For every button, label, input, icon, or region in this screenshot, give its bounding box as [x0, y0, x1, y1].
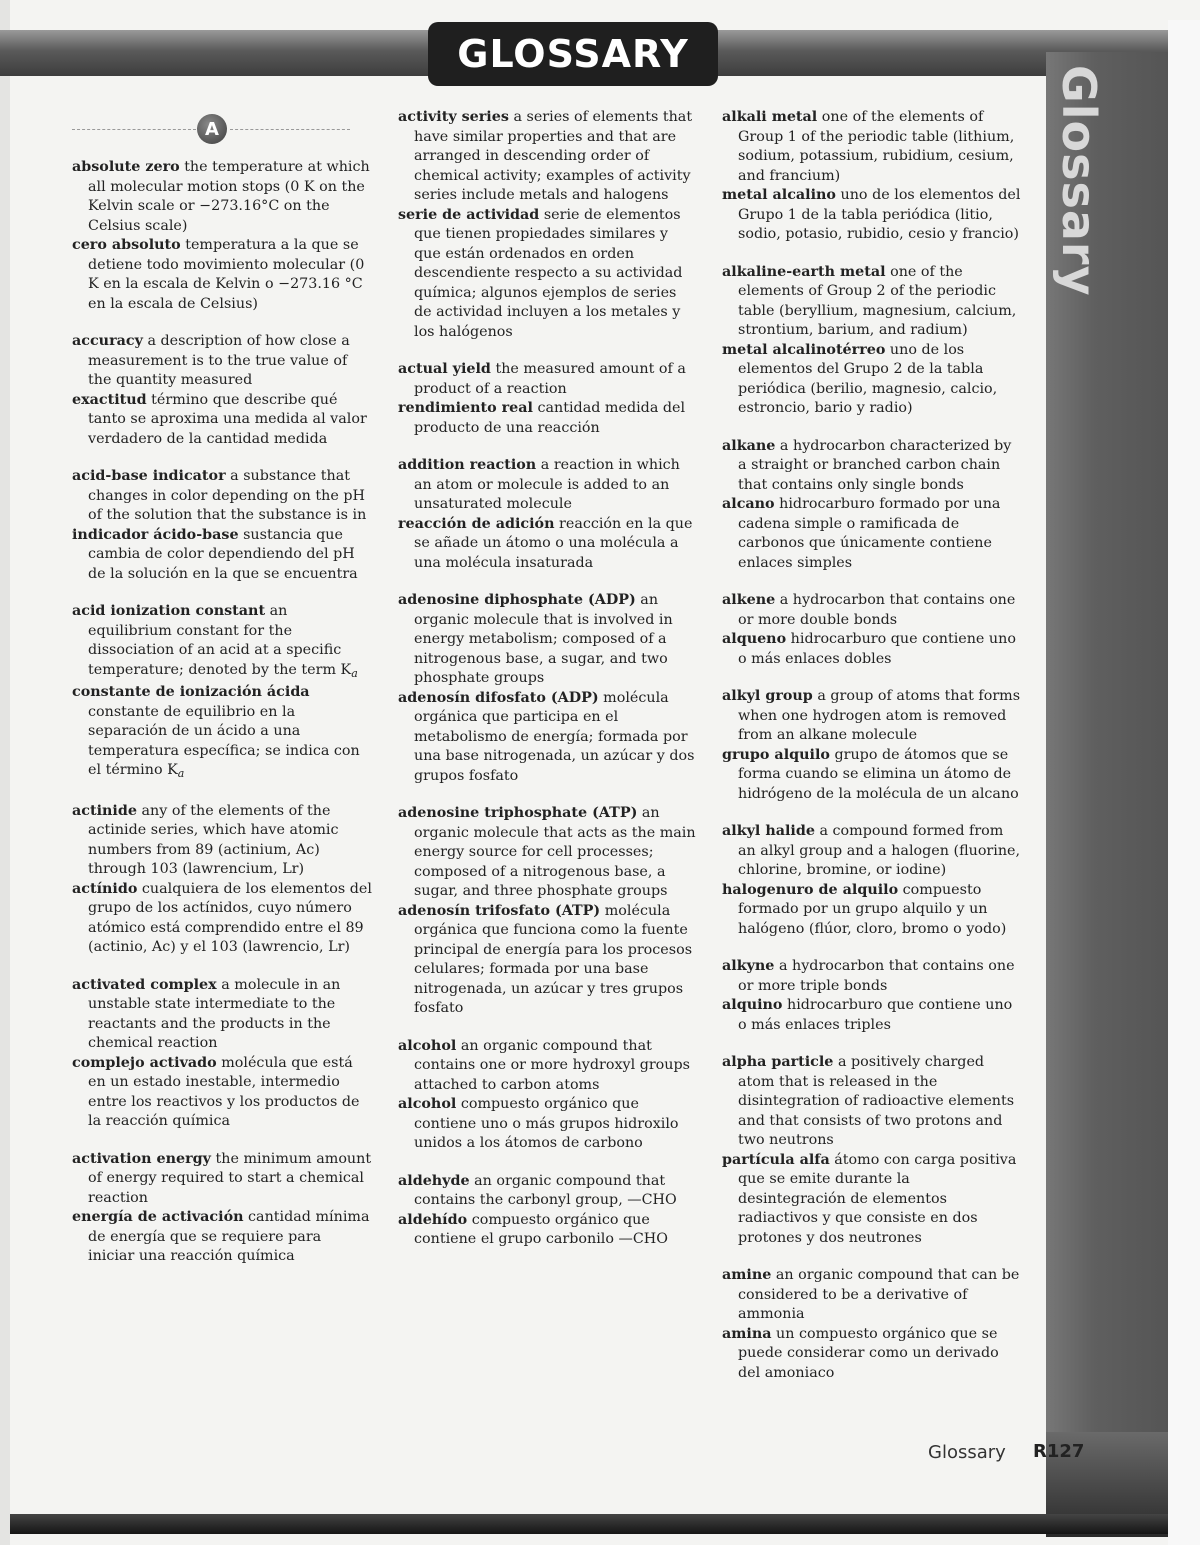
spanish-definition: compuesto formado por un grupo alquilo y un halógeno (flúor, cloro, bromo o yodo): [738, 881, 1007, 937]
entry-definition: an organic compound that contains one or more hydroxyl groups attached to carbon atoms: [414, 1037, 690, 1093]
english-definition-line: [722, 1266, 1022, 1325]
entry-definition: a positively charged atom that is released in the disintegration of radioactive elements and that consists of two protons and two neutrons: [738, 1054, 1015, 1148]
section-letter-badge: A: [197, 114, 227, 144]
spanish-term: amina: [722, 1325, 772, 1342]
entry-term: alkene: [722, 592, 776, 608]
spanish-term: actínido: [72, 880, 138, 897]
english-definition-line: [398, 360, 698, 399]
glossary-entry: [398, 1037, 698, 1154]
spanish-definition: serie de elementos que tienen propiedades similares y que están ordenados en orden descendiente respecto a su actividad química; algunos ejemplos de series de actividad incluyen a los metales y los halógenos: [414, 206, 683, 340]
spanish-definition: grupo de átomos que se forma cuando se elimina un átomo de hidrógeno de la molécula de un alcano: [738, 746, 1019, 802]
section-divider: [72, 114, 352, 144]
glossary-entry: [398, 108, 698, 342]
spanish-term: grupo alquilo: [722, 746, 830, 763]
entry-definition: a description of how close a measurement is to the true value of the quantity measured: [88, 333, 350, 388]
spanish-definition: compuesto orgánico que contiene uno o más grupos hidroxilo unidos a los átomos de carbono: [414, 1096, 679, 1151]
footer-bar: [10, 1514, 1168, 1534]
entry-definition: a substance that changes in color depending on the pH of the solution that the substance is in: [88, 468, 367, 523]
entry-definition: the measured amount of a product of a reaction: [414, 361, 686, 397]
spanish-definition: hidrocarburo formado por una cadena simple o ramificada de carbonos que únicamente contiene enlaces simples: [738, 496, 1001, 571]
glossary-entry: [722, 108, 1022, 245]
spanish-definition: sustancia que cambia de color dependiendo del pH de la solución en la que se encuentra: [88, 526, 358, 582]
spanish-definition: hidrocarburo que contiene uno o más enlaces triples: [738, 997, 1013, 1033]
english-definition-line: [398, 108, 698, 206]
english-definition-line: [722, 687, 1022, 746]
spanish-definition-line: [722, 1151, 1022, 1249]
spanish-definition-line: [72, 236, 372, 314]
spanish-definition-line: [72, 683, 372, 784]
glossary-column-2: [398, 108, 698, 1268]
glossary-entry: [722, 591, 1022, 669]
spanish-definition-line: [72, 880, 372, 958]
entry-term: accuracy: [72, 333, 143, 349]
spanish-term: aldehído: [398, 1211, 468, 1228]
english-definition-line: [722, 437, 1022, 496]
spanish-definition: átomo con carga positiva que se emite durante la desintegración de elementos radiactivos y que consiste en dos protones y dos neutrones: [738, 1151, 1017, 1246]
english-definition-line: [72, 158, 372, 236]
english-definition-line: [72, 976, 372, 1054]
entry-term: alpha particle: [722, 1054, 834, 1070]
glossary-entry: [72, 158, 372, 314]
english-definition-line: [72, 332, 372, 391]
spanish-definition-line: [722, 186, 1022, 245]
spanish-definition-line: [722, 630, 1022, 669]
english-definition-line: [398, 804, 698, 902]
spanish-term: alcohol: [398, 1096, 457, 1112]
entry-definition: any of the elements of the actinide series, which have atomic numbers from 89 (actinium, Ac) through 103 (lawrencium, Lr): [88, 802, 339, 877]
glossary-entry: [72, 467, 372, 584]
entry-term: acid-base indicator: [72, 468, 226, 484]
glossary-column-1: [72, 158, 372, 1285]
glossary-entry: [398, 1172, 698, 1250]
entry-definition: one of the elements of Group 1 of the periodic table (lithium, sodium, potassium, rubidium, cesium, and francium): [738, 109, 1015, 184]
entry-definition: a reaction in which an atom or molecule is added to an unsaturated molecule: [414, 457, 680, 512]
spanish-term: energía de activación: [72, 1209, 244, 1225]
spanish-term: rendimiento real: [398, 400, 533, 416]
entry-term: adenosine triphosphate (ATP): [398, 805, 638, 821]
spanish-definition-line: [722, 495, 1022, 573]
entry-term: alkaline-earth metal: [722, 263, 886, 280]
entry-term: actual yield: [398, 361, 491, 377]
english-definition-line: [722, 591, 1022, 630]
glossary-entry: [722, 263, 1022, 419]
english-definition-line: [398, 1172, 698, 1211]
title-tab: [428, 22, 718, 86]
spanish-definition: reacción en la que se añade un átomo o una molécula a una molécula insaturada: [414, 515, 693, 571]
spanish-term: alqueno: [722, 631, 787, 647]
english-definition-line: [722, 108, 1022, 186]
spanish-definition-line: [398, 399, 698, 438]
glossary-entry: [722, 822, 1022, 939]
spanish-definition-line: [398, 689, 698, 787]
spanish-term: exactitud: [72, 391, 147, 408]
page-margin: [1168, 20, 1200, 1545]
spanish-definition-line: [722, 881, 1022, 940]
glossary-entry: [72, 802, 372, 958]
entry-definition: one of the elements of Group 2 of the periodic table (beryllium, magnesium, calcium, strontium, barium, and radium): [738, 263, 1017, 338]
english-definition-line: [72, 802, 372, 880]
scan-edge: [0, 0, 10, 1545]
english-definition-line: [722, 263, 1022, 341]
spanish-term: constante de ionización ácida: [72, 684, 310, 700]
glossary-entry: [722, 957, 1022, 1035]
spanish-term: alcano: [722, 496, 775, 512]
english-definition-line: [722, 957, 1022, 996]
spanish-definition: molécula orgánica que funciona como la fuente principal de energía para los procesos celulares; formada por una base nitrogenada, un azúcar y tres grupos fosfato: [414, 902, 693, 1016]
glossary-entry: [398, 591, 698, 786]
spanish-term: partícula alfa: [722, 1151, 830, 1168]
entry-term: activation energy: [72, 1150, 211, 1167]
english-definition-line: [398, 591, 698, 689]
spanish-definition-line: [72, 1054, 372, 1132]
entry-term: aldehyde: [398, 1172, 470, 1189]
spanish-definition-line: [398, 515, 698, 574]
glossary-entry: [722, 1266, 1022, 1383]
glossary-entry: [72, 1150, 372, 1267]
entry-definition: a molecule in an unstable state intermediate to the reactants and the products in the chemical reaction: [88, 976, 341, 1051]
spanish-definition: molécula orgánica que participa en el metabolismo de energía; formada por una base nitrogenada, un azúcar y dos grupos fosfato: [414, 689, 695, 784]
glossary-entry: [72, 332, 372, 449]
spanish-term: indicador ácido-base: [72, 526, 239, 543]
spanish-term: metal alcalino: [722, 187, 836, 203]
subscript: a: [177, 767, 185, 780]
entry-definition: the minimum amount of energy required to start a chemical reaction: [88, 1150, 372, 1206]
page-number: R127: [1033, 1441, 1085, 1462]
english-definition-line: [72, 602, 372, 683]
entry-definition: an organic molecule that acts as the main energy source for cell processes; composed of a nitrogenous base, a sugar, and three phosphate groups: [414, 805, 696, 899]
spanish-term: complejo activado: [72, 1054, 217, 1071]
entry-term: acid ionization constant: [72, 603, 266, 619]
footer-label: Glossary: [928, 1442, 1006, 1463]
spanish-definition-line: [722, 1325, 1022, 1384]
english-definition-line: [398, 456, 698, 515]
entry-definition: a series of elements that have similar properties and that are arranged in descending order of chemical activity; examples of activity series include metals and halogens: [414, 109, 693, 203]
entry-definition: an organic compound that contains the carbonyl group, —CHO: [414, 1172, 677, 1208]
entry-definition: a hydrocarbon that contains one or more triple bonds: [738, 958, 1015, 994]
entry-term: alcohol: [398, 1037, 457, 1054]
entry-term: absolute zero: [72, 159, 180, 175]
spanish-term: halogenuro de alquilo: [722, 881, 899, 898]
entry-term: addition reaction: [398, 457, 537, 473]
page-title: GLOSSARY: [457, 32, 689, 76]
entry-definition: the temperature at which all molecular motion stops (0 K on the Kelvin scale or −273.16°C on the Celsius scale): [88, 159, 370, 234]
english-definition-line: [72, 467, 372, 526]
glossary-entry: [398, 804, 698, 1019]
spanish-term: alquino: [722, 997, 783, 1013]
spanish-definition-line: [398, 902, 698, 1019]
spanish-definition: constante de equilibrio en la separación de un ácido a una temperatura específica; se indica con el término K: [88, 703, 360, 778]
spanish-definition: cantidad mínima de energía que se requiere para iniciar una reacción química: [88, 1209, 370, 1264]
spanish-term: serie de actividad: [398, 206, 540, 223]
english-definition-line: [72, 1150, 372, 1209]
spanish-definition: uno de los elementos del Grupo 2 de la tabla periódica (berilio, magnesio, calcio, estroncio, bario y radio): [738, 341, 998, 416]
spanish-term: adenosín trifosfato (ATP): [398, 902, 601, 919]
spanish-definition: temperatura a la que se detiene todo movimiento molecular (0 K en la escala de Kelvin o −273.16 °C en la escala de Celsius): [88, 237, 365, 312]
glossary-entry: [722, 687, 1022, 804]
spanish-definition-line: [398, 206, 698, 343]
spanish-definition: compuesto orgánico que contiene el grupo carbonilo —CHO: [414, 1211, 668, 1247]
glossary-entry: [72, 976, 372, 1132]
glossary-column-3: [722, 108, 1022, 1401]
glossary-entry: [722, 1053, 1022, 1248]
spanish-definition: un compuesto orgánico que se puede considerar como un derivado del amoniaco: [738, 1325, 999, 1381]
entry-term: activity series: [398, 109, 509, 125]
glossary-entry: [72, 602, 372, 784]
english-definition-line: [398, 1037, 698, 1096]
spanish-definition-line: [398, 1095, 698, 1154]
entry-term: activated complex: [72, 976, 217, 993]
entry-term: alkali metal: [722, 109, 818, 125]
entry-term: alkyne: [722, 958, 775, 974]
entry-term: alkane: [722, 437, 776, 454]
spanish-definition-line: [72, 1208, 372, 1267]
entry-definition: an organic compound that can be considered to be a derivative of ammonia: [738, 1267, 1020, 1322]
spanish-definition-line: [72, 391, 372, 450]
spanish-term: reacción de adición: [398, 515, 555, 532]
entry-term: adenosine diphosphate (ADP): [398, 592, 636, 608]
english-definition-line: [722, 1053, 1022, 1151]
spanish-definition-line: [722, 746, 1022, 805]
spanish-definition: hidrocarburo que contiene uno o más enlaces dobles: [738, 631, 1016, 667]
english-definition-line: [722, 822, 1022, 881]
side-tab-label: Glossary: [1052, 65, 1106, 297]
spanish-definition: uno de los elementos del Grupo 1 de la tabla periódica (litio, sodio, potasio, rubidio, cesio y francio): [738, 187, 1021, 242]
glossary-entry: [398, 360, 698, 438]
spanish-definition: molécula que está en un estado inestable, intermedio entre los reactivos y los productos de la reacción química: [88, 1054, 360, 1129]
entry-definition: an equilibrium constant for the dissociation of an acid at a specific temperature; denoted by the term K: [88, 603, 352, 678]
entry-term: amine: [722, 1267, 772, 1283]
entry-term: alkyl halide: [722, 823, 815, 839]
spanish-definition-line: [398, 1211, 698, 1250]
spanish-definition: cualquiera de los elementos del grupo de los actínidos, cuyo número atómico está comprendido entre el 89 (actinio, Ac) y el 103 (lawrencio, Lr): [88, 880, 372, 955]
entry-term: alkyl group: [722, 688, 813, 704]
spanish-definition-line: [722, 996, 1022, 1035]
spanish-term: cero absoluto: [72, 237, 181, 253]
entry-definition: an organic molecule that is involved in energy metabolism; composed of a nitrogenous base, a sugar, and two phosphate groups: [414, 592, 673, 686]
spanish-definition-line: [72, 526, 372, 585]
entry-definition: a hydrocarbon characterized by a straight or branched carbon chain that contains only single bonds: [738, 437, 1012, 493]
spanish-definition: cantidad medida del producto de una reacción: [414, 400, 686, 436]
divider-line: [230, 129, 350, 130]
spanish-term: adenosín difosfato (ADP): [398, 689, 599, 706]
entry-term: actinide: [72, 802, 137, 819]
divider-line: [72, 129, 196, 130]
glossary-entry: [722, 437, 1022, 574]
spanish-term: metal alcalinotérreo: [722, 341, 886, 358]
entry-definition: a compound formed from an alkyl group and a halogen (fluorine, chlorine, bromine, or iodine): [738, 823, 1021, 878]
entry-definition: a hydrocarbon that contains one or more double bonds: [738, 592, 1016, 628]
spanish-definition-line: [722, 341, 1022, 419]
subscript: a: [351, 666, 358, 680]
entry-definition: a group of atoms that forms when one hydrogen atom is removed from an alkane molecule: [738, 688, 1021, 743]
spanish-definition: término que describe qué tanto se aproxima una medida al valor verdadero de la cantidad medida: [88, 391, 367, 447]
glossary-entry: [398, 456, 698, 573]
